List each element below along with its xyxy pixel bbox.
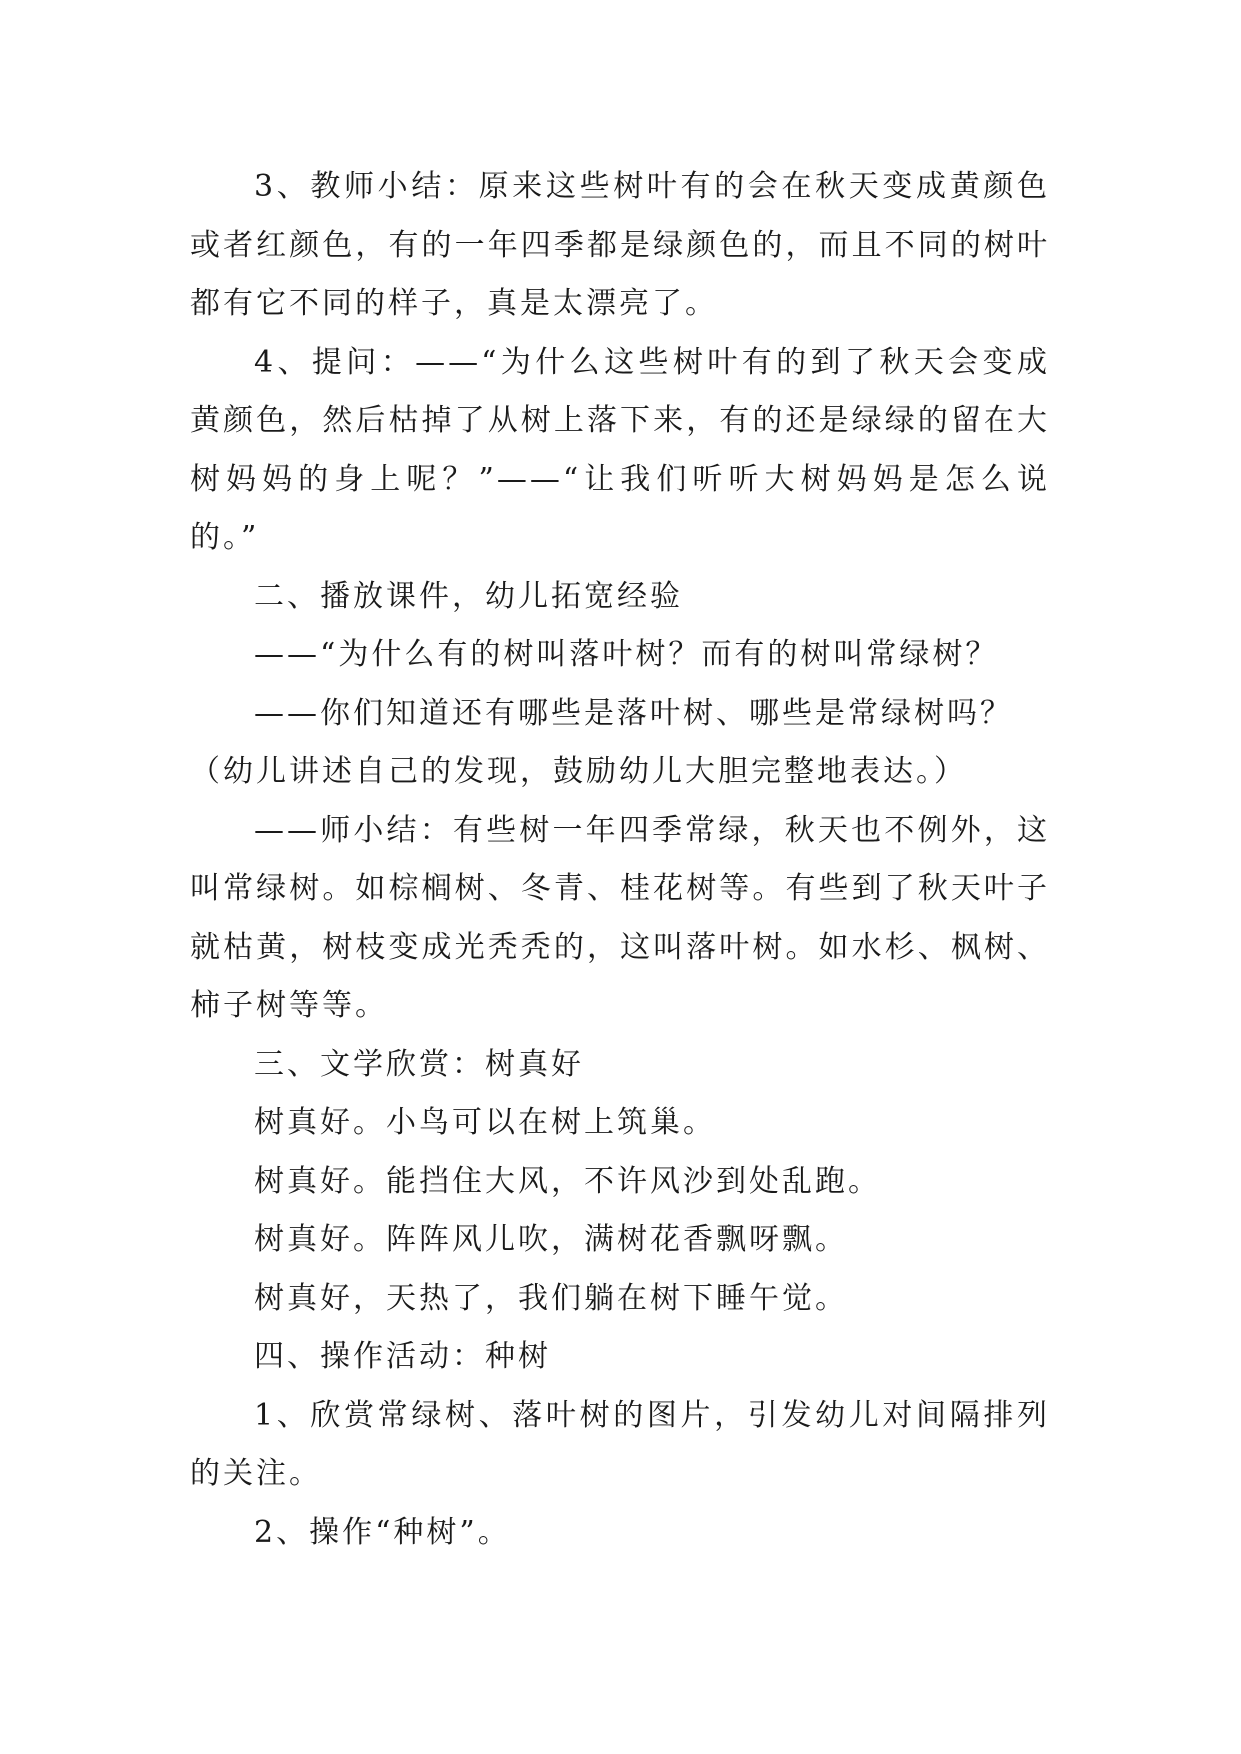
poem-line-2: 树真好。能挡住大风，不许风沙到处乱跑。 [254, 1163, 881, 1199]
paragraph-which-trees-question: ——你们知道还有哪些是落叶树、哪些是常绿树吗？ [254, 695, 1013, 731]
poem-line-4: 树真好，天热了，我们躺在树下睡午觉。 [254, 1280, 848, 1316]
paragraph-question: 4、提问：——“为什么这些树叶有的到了秋天会变成黄颜色，然后枯掉了从树上落下来，有的还是绿绿的留在大树妈妈的身上呢？”——“让我们听听大树妈妈是怎么说的。” [190, 344, 1050, 555]
section-heading-activity: 四、操作活动：种树 [254, 1339, 551, 1374]
paragraph-activity-step-1: 1、欣赏常绿树、落叶树的图片，引发幼儿对间隔排列的关注。 [190, 1397, 1050, 1491]
paragraph-teacher-summary: 3、教师小结：原来这些树叶有的会在秋天变成黄颜色或者红颜色，有的一年四季都是绿颜色的，而且不同的树叶都有它不同的样子，真是太漂亮了。 [190, 169, 1050, 321]
paragraph-activity-step-2: 2、操作“种树”。 [254, 1514, 511, 1550]
paragraph-child-discussion: （幼儿讲述自己的发现，鼓励幼儿大胆完整地表达。） [190, 754, 967, 789]
poem-line-3: 树真好。阵阵风儿吹，满树花香飘呀飘。 [254, 1222, 848, 1257]
paragraph-teacher-conclusion: ——师小结：有些树一年四季常绿，秋天也不例外，这叫常绿树。如棕榈树、冬青、桂花树等。有些到了秋天叶子就枯黄，树枝变成光秃秃的，这叫落叶树。如水杉、枫树、柿子树等等。 [190, 812, 1050, 1023]
section-heading-courseware: 二、播放课件，幼儿拓宽经验 [254, 578, 683, 614]
section-heading-literature: 三、文学欣赏：树真好 [254, 1046, 584, 1082]
paragraph-why-question: ——“为什么有的树叫落叶树？而有的树叫常绿树？ [254, 637, 999, 672]
document-body [190, 158, 1050, 1562]
poem-line-1: 树真好。小鸟可以在树上筑巢。 [254, 1105, 716, 1140]
